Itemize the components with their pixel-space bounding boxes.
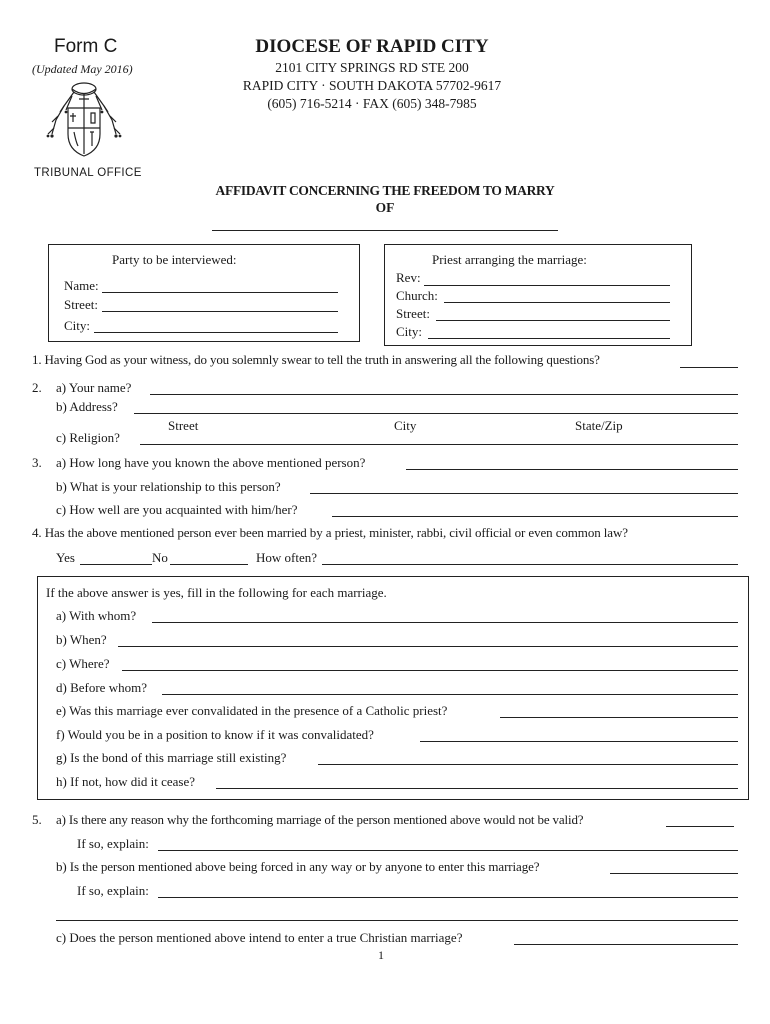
address-city-caption: City (394, 418, 417, 433)
marriage-f-label: f) Would you be in a position to know if it was convalidated? (56, 727, 374, 742)
party-name-label: Name: (64, 278, 99, 293)
priest-street-field[interactable] (436, 320, 670, 321)
marriage-know-convalidated-field[interactable] (420, 741, 738, 742)
marriage-e-label: e) Was this marriage ever convalidated in the presence of a Catholic priest? (56, 703, 448, 718)
priest-heading: Priest arranging the marriage: (432, 252, 587, 267)
title-of: OF (375, 200, 395, 215)
marriage-h-label: h) If not, how did it cease? (56, 774, 195, 789)
q3c-field[interactable] (332, 516, 738, 517)
q5c-label: c) Does the person mentioned above intend to enter a true Christian marriage? (56, 930, 463, 945)
q2b-address-field[interactable] (134, 413, 738, 414)
q4-how-often-field[interactable] (322, 564, 738, 565)
q5b-explain-label: If so, explain: (77, 883, 149, 898)
q5a-label: a) Is there any reason why the forthcoming marriage of the person mentioned above would not be valid? (56, 812, 584, 827)
q5a-explain-label: If so, explain: (77, 836, 149, 851)
q4-how-often-label: How often? (256, 550, 318, 565)
marriage-convalidated-field[interactable] (500, 717, 738, 718)
q2c-label: c) Religion? (56, 430, 120, 445)
address-state-zip-caption: State/Zip (575, 418, 623, 433)
party-name-field[interactable] (102, 292, 338, 293)
page-number: 1 (378, 948, 384, 962)
q5b-explain-field-2[interactable] (56, 920, 738, 921)
marriage-b-label: b) When? (56, 632, 107, 647)
priest-rev-field[interactable] (424, 285, 670, 286)
q5b-label: b) Is the person mentioned above being forced in any way or by anyone to enter this marriage? (56, 859, 540, 874)
phone-fax: (605) 716-5214 · FAX (605) 348-7985 (267, 96, 477, 111)
q5b-answer-field[interactable] (610, 873, 738, 874)
q4-no-field[interactable] (170, 564, 248, 565)
q2a-name-field[interactable] (150, 394, 738, 395)
priest-rev-label: Rev: (396, 270, 421, 285)
party-heading: Party to be interviewed: (112, 252, 237, 267)
q5a-explain-field[interactable] (158, 850, 738, 851)
q5a-answer-field[interactable] (666, 826, 734, 827)
party-city-field[interactable] (94, 332, 338, 333)
q3a-field[interactable] (406, 469, 738, 470)
affidavit-title: AFFIDAVIT CONCERNING THE FREEDOM TO MARRY (215, 183, 555, 198)
priest-church-label: Church: (396, 288, 438, 303)
diocese-name: DIOCESE OF RAPID CITY (255, 36, 489, 57)
marriage-a-label: a) With whom? (56, 608, 137, 623)
party-street-field[interactable] (102, 311, 338, 312)
q3-number: 3. (32, 455, 42, 470)
marriage-cease-field[interactable] (216, 788, 738, 789)
q3c-label: c) How well are you acquainted with him/her? (56, 502, 298, 517)
address-line-2: RAPID CITY · SOUTH DAKOTA 57702-9617 (242, 78, 502, 93)
address-street-caption: Street (168, 418, 199, 433)
diocese-seal-logo (42, 76, 126, 166)
priest-street-label: Street: (396, 306, 430, 321)
q5b-explain-field[interactable] (158, 897, 738, 898)
priest-city-label: City: (396, 324, 423, 339)
q5c-answer-field[interactable] (514, 944, 738, 945)
q3b-field[interactable] (310, 493, 738, 494)
tribunal-office-label: TRIBUNAL OFFICE (34, 167, 142, 179)
marriage-d-label: d) Before whom? (56, 680, 147, 695)
marriage-g-label: g) Is the bond of this marriage still existing? (56, 750, 287, 765)
q4-yes-label: Yes (56, 550, 75, 565)
q2-number: 2. (32, 380, 42, 395)
q2c-religion-field[interactable] (140, 444, 738, 445)
priest-church-field[interactable] (444, 302, 670, 303)
marriage-where-field[interactable] (122, 670, 738, 671)
question-1: 1. Having God as your witness, do you solemnly swear to tell the truth in answering all the following questions? (32, 352, 600, 367)
question-4: 4. Has the above mentioned person ever been married by a priest, minister, rabbi, civil official or even common law? (32, 525, 628, 540)
q3a-label: a) How long have you known the above mentioned person? (56, 455, 366, 470)
party-city-label: City: (64, 318, 91, 333)
updated-date: (Updated May 2016) (32, 62, 133, 76)
q2b-label: b) Address? (56, 399, 118, 414)
form-label: Form C (54, 36, 118, 57)
marriage-c-label: c) Where? (56, 656, 110, 671)
marriage-intro: If the above answer is yes, fill in the following for each marriage. (46, 585, 387, 600)
q1-answer-field[interactable] (680, 367, 738, 368)
party-street-label: Street: (64, 297, 98, 312)
subject-name-field[interactable] (212, 230, 558, 231)
marriage-when-field[interactable] (118, 646, 738, 647)
q2a-label: a) Your name? (56, 380, 132, 395)
marriage-bond-existing-field[interactable] (318, 764, 738, 765)
q5-number: 5. (32, 812, 42, 827)
marriage-before-whom-field[interactable] (162, 694, 738, 695)
q3b-label: b) What is your relationship to this person? (56, 479, 281, 494)
address-line-1: 2101 CITY SPRINGS RD STE 200 (275, 60, 469, 75)
q4-no-label: No (152, 550, 168, 565)
q4-yes-field[interactable] (80, 564, 152, 565)
priest-city-field[interactable] (428, 338, 670, 339)
marriage-with-whom-field[interactable] (152, 622, 738, 623)
